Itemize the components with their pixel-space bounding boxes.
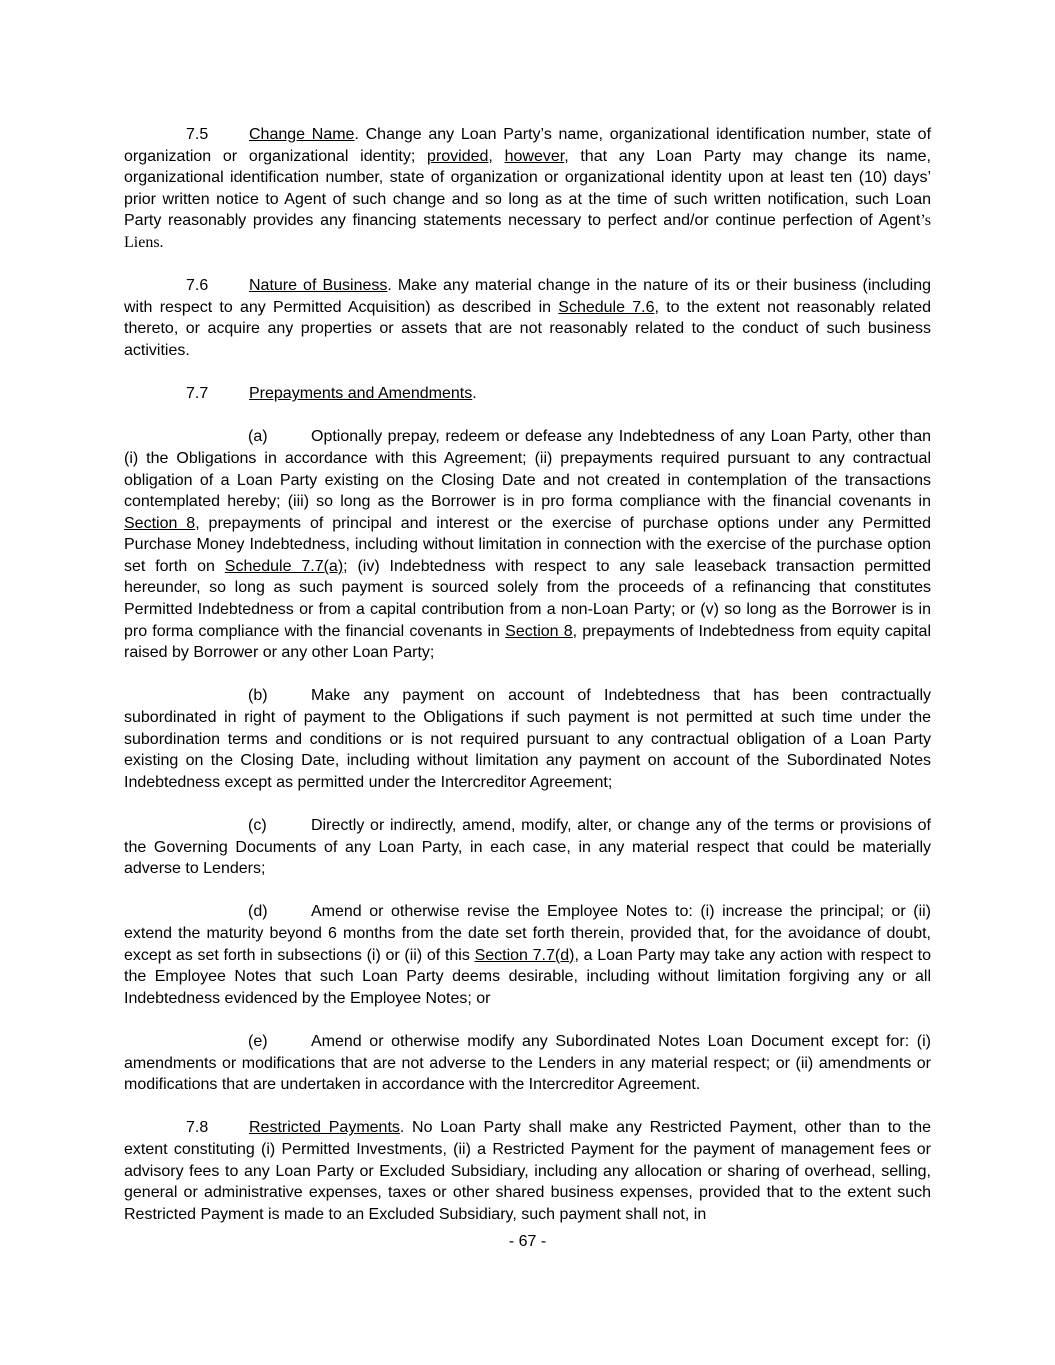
document-page (124, 124, 931, 1225)
section-number: 7.7 (186, 385, 209, 403)
subsection-7-7-c (124, 815, 931, 880)
section-number: 7.6 (186, 277, 209, 295)
section-reference: Section 8 (124, 514, 196, 532)
subsection-7-7-d (124, 901, 931, 1009)
term-however: however (504, 147, 565, 165)
section-text: Amend or otherwise revise the Employee Notes to: (i) increase the principal; or (ii) extend the maturity beyond 6 months from the date set forth therein, provided that, for the avoidance of doubt, except as set forth in subsections (i) or (ii) of this (124, 903, 931, 964)
schedule-reference: Schedule 7.6 (558, 298, 655, 316)
section-text: Amend or otherwise modify any Subordinated Notes Loan Document except for: (i) amendments or modifications that are not adverse to the Lenders in any material respect; or (ii) amendments or modifications that are undertaken in accordance with the Intercreditor Agreement. (124, 1032, 931, 1094)
section-text: . (472, 385, 477, 403)
term-provided: provided (427, 147, 489, 165)
section-7-6 (124, 275, 931, 361)
subsection-7-7-e (124, 1031, 931, 1096)
section-7-7 (124, 383, 931, 405)
section-heading: Restricted Payments (249, 1119, 400, 1137)
section-text: . No Loan Party shall make any Restricted Payment, other than to the extent constituting (i) Permitted Investments, (ii) a Restricted Payment for the payment of management fees or advisory fees to any Loan Party or Excluded Subsidiary, including any allocation or sharing of overhead, selling, general or administrative expenses, taxes or other shared business expenses, provided that to the extent such Restricted Payment is made to an Excluded Subsidiary, such payment shall not, in (124, 1119, 932, 1223)
subsection-number: (d) (248, 903, 268, 921)
section-reference: Section 7.7(d) (474, 946, 575, 964)
subsection-number: (c) (248, 817, 267, 834)
section-text: , (488, 147, 505, 165)
section-text: , prepayments of principal and interest or the exercise of purchase options under any Permitted Purchase Money Indebtedness, including without limitation in connection with the exercise of the purchase option set forth on (124, 514, 931, 575)
section-heading: Nature of Business (249, 277, 388, 295)
section-text: Directly or indirectly, amend, modify, alter, or change any of the terms or provisions of the Governing Documents of any Loan Party, in each case, in any material respect that could be materially adverse to Lenders; (124, 817, 931, 878)
section-7-8 (124, 1117, 931, 1225)
section-text: ; (iv) Indebtedness with respect to any sale leaseback transaction permitted hereunder, so long as such payment is sourced solely from the proceeds of a refinancing that constitutes Permitted Indebtedness or from a capital contribution from a non-Loan Party; or (v) so long as the Borrower is in pro forma compliance with the financial covenants in (124, 557, 931, 640)
section-heading: Change Name (249, 126, 355, 143)
section-text: ’s Liens. (124, 212, 931, 251)
section-text: , that any Loan Party may change its name, organizational identification number, state of organization or organizational identity upon at least ten (10) days’ prior written notice to Agent of such change and so long as at the time of such written notification, such Loan Party reasonably provides any financing statements necessary to perfect and/or continue perfection of Agent (124, 147, 931, 230)
subsection-7-7-a (124, 426, 931, 664)
section-text: . Make any material change in the nature of its or their business (including with respect to any Permitted Acquisition) as described in (124, 277, 931, 316)
section-text: , a Loan Party may take any action with respect to the Employee Notes that such Loan Party deems desirable, including without limitation forgiving any or all Indebtedness evidenced by the Employee Notes; or (124, 946, 932, 1007)
section-number: 7.8 (186, 1119, 209, 1137)
section-text: Make any payment on account of Indebtedness that has been contractually subordinated in right of payment to the Obligations if such payment is not permitted at such time under the subordination terms and conditions or is not required pursuant to any contractual obligation of a Loan Party existing on the Closing Date, including without limitation any payment on account of the Subordinated Notes Indebtedness except as permitted under the Intercreditor Agreement; (124, 687, 931, 791)
section-7-5 (124, 124, 931, 254)
subsection-number: (e) (248, 1032, 268, 1050)
subsection-7-7-b (124, 685, 931, 793)
subsection-number: (b) (248, 687, 268, 705)
section-text: Optionally prepay, redeem or defease any Indebtedness of any Loan Party, other than (i) the Obligations in accordance with this Agreement; (ii) prepayments required pursuant to any contractual obligation of a Loan Party existing on the Closing Date and not created in contemplation of the transactions contemplated hereby; (iii) so long as the Borrower is in pro forma compliance with the financial covenants in (124, 428, 931, 511)
schedule-reference: Schedule 7.7(a) (224, 557, 344, 575)
section-reference: Section 8 (505, 622, 573, 640)
subsection-number: (a) (248, 428, 268, 446)
section-text: , prepayments of Indebtedness from equity capital raised by Borrower or any other Loan Party; (124, 622, 931, 662)
page-number: - 67 - (508, 1233, 547, 1250)
section-number: 7.5 (186, 126, 209, 143)
section-text: , to the extent not reasonably related thereto, or acquire any properties or assets that are not reasonably related to the conduct of such business activities. (124, 298, 932, 359)
section-heading: Prepayments and Amendments (249, 385, 473, 403)
section-text: . Change any Loan Party’s name, organizational identification number, state of organization or organizational identity; (124, 126, 932, 165)
